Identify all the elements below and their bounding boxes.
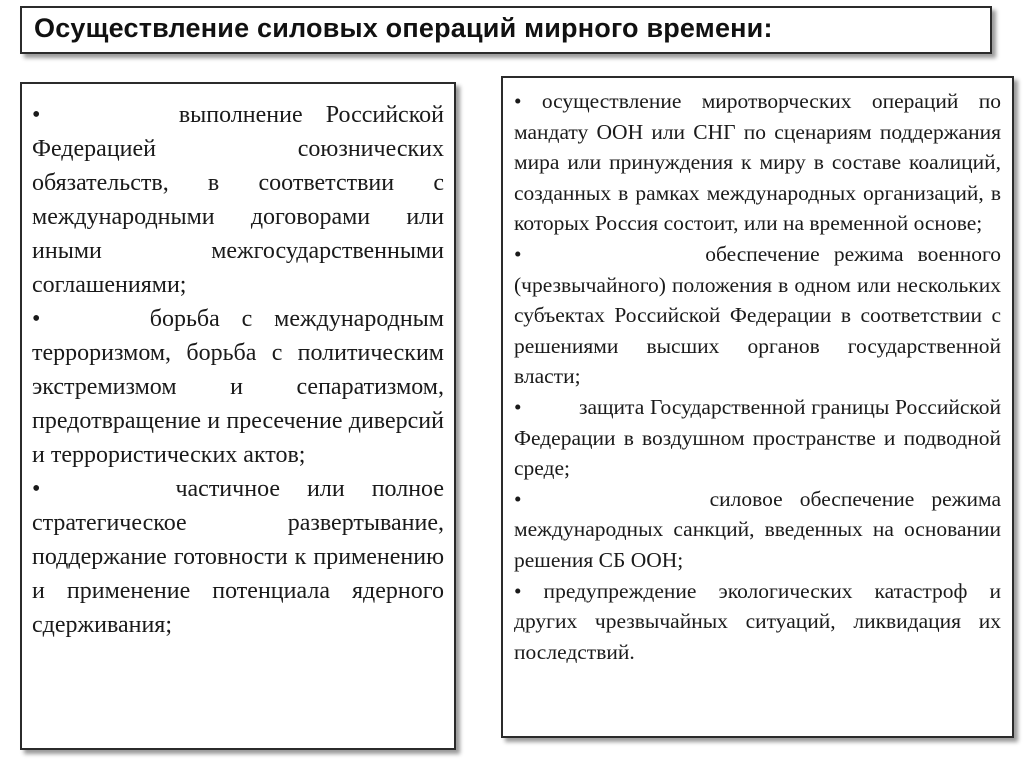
right-panel bbox=[501, 76, 1014, 738]
left-list-item-1: • выполнение Российской Федерацией союзнических обязательств, в соответствии с международными договорами или иными межгосударственными соглашениями; bbox=[32, 102, 444, 298]
left-list-item-2: • борьба с международным терроризмом, борьба с политическим экстремизмом и сепаратизмом, предотвращение и пресечение диверсий и террористических актов; bbox=[32, 306, 444, 468]
right-list-item-4: • силовое обеспечение режима международных санкций, введенных на основании решения СБ ООН; bbox=[514, 486, 1001, 572]
left-list-item-3: • частичное или полное стратегическое развертывание, поддержание готовности к применению и применение потенциала ядерного сдерживания; bbox=[32, 476, 444, 638]
left-panel bbox=[20, 82, 456, 750]
slide-title: Осуществление силовых операций мирного времени: bbox=[34, 13, 773, 43]
right-list-item-5: • предупреждение экологических катастроф и других чрезвычайных ситуаций, ликвидация их последствий. bbox=[514, 578, 1001, 664]
right-list-item-3: • защита Государственной границы Российской Федерации в воздушном пространстве и подводной среде; bbox=[514, 394, 1001, 481]
title-box bbox=[20, 6, 992, 54]
right-list-item-2: • обеспечение режима военного (чрезвычайного) положения в одном или нескольких субъектах Российской Федерации в соответствии с решениями высших органов государственной власти; bbox=[514, 241, 1001, 389]
right-list-item-1: • осуществление миротворческих операций по мандату ООН или СНГ по сценариям поддержания мира или принуждения к миру в составе коалиций, созданных в рамках международных организаций, в которых Россия состоит, или на временной основе; bbox=[514, 89, 1001, 236]
